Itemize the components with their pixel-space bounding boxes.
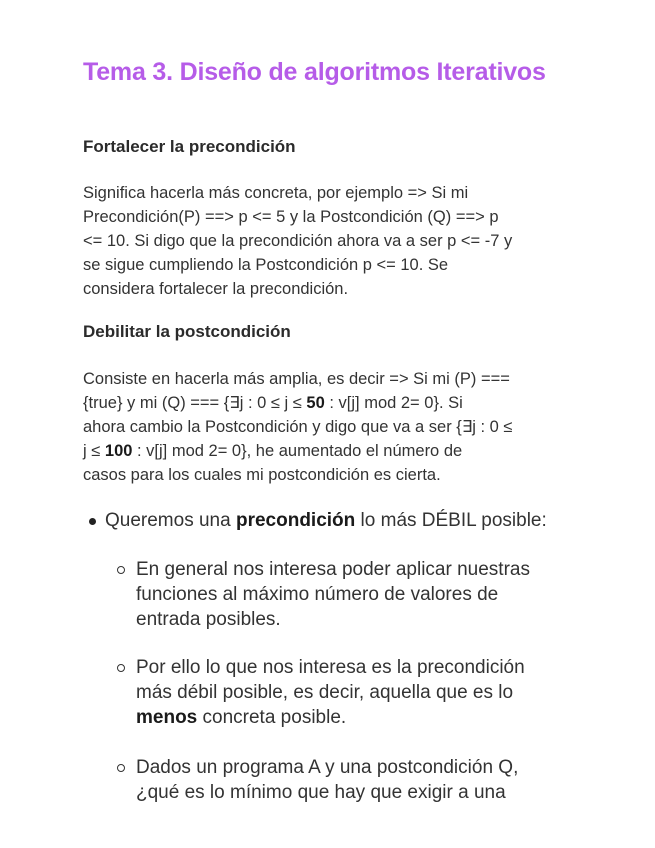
subitem-dados — [136, 755, 596, 805]
hollow-bullet-icon — [117, 764, 125, 772]
paragraph-line: ahora cambio la Postcondición y digo que va a ser {∃j : 0 ≤ — [83, 418, 513, 436]
section-paragraph-debilitar — [83, 367, 583, 487]
subitem-line — [136, 705, 596, 730]
text-run: Queremos una — [105, 510, 236, 531]
bold-run: 100 — [104, 442, 133, 460]
subitem-line: ¿qué es lo mínimo que hay que exigir a una — [136, 782, 506, 803]
paragraph-line: considera fortalecer la precondición. — [83, 280, 349, 298]
section-paragraph-fortalecer — [83, 181, 583, 301]
bullet-item-precondicion — [105, 508, 547, 534]
text-run: concreta posible. — [197, 707, 347, 728]
hollow-bullet-icon — [117, 664, 125, 672]
subitem-line: funciones al máximo número de valores de — [136, 584, 499, 605]
subitem-por-ello — [136, 655, 596, 730]
text-run: : v[j] mod 2= 0}, he aumentado el número de — [132, 442, 463, 460]
page-title: Tema 3. Diseño de algoritmos Iterativos — [83, 58, 546, 86]
paragraph-line: casos para los cuales mi postcondición es cierta. — [83, 466, 441, 484]
text-run: lo más DÉBIL posible: — [355, 510, 547, 531]
paragraph-line — [83, 391, 583, 415]
paragraph-line: se sigue cumpliendo la Postcondición p <= 10. Se — [83, 256, 449, 274]
section-heading-debilitar: Debilitar la postcondición — [83, 322, 291, 341]
section-heading-fortalecer: Fortalecer la precondición — [83, 137, 296, 156]
bold-run: 50 — [306, 394, 325, 412]
bold-run: precondición — [235, 510, 356, 531]
subitem-line: Dados un programa A y una postcondición Q, — [136, 757, 519, 778]
subitem-line: En general nos interesa poder aplicar nuestras — [136, 559, 530, 580]
subitem-line: más débil posible, es decir, aquella que es lo — [136, 682, 514, 703]
text-run: : v[j] mod 2= 0}. Si — [324, 394, 463, 412]
paragraph-line — [83, 439, 583, 463]
bullet-dot-icon — [89, 518, 96, 525]
subitem-line: Por ello lo que nos interesa es la precondición — [136, 657, 525, 678]
text-run: {true} y mi (Q) === {∃j : 0 ≤ j ≤ — [83, 394, 307, 412]
paragraph-line: <= 10. Si digo que la precondición ahora va a ser p <= -7 y — [83, 232, 513, 250]
bold-run: menos — [136, 707, 198, 728]
subitem-general — [136, 557, 596, 632]
subitem-line: entrada posibles. — [136, 609, 281, 630]
hollow-bullet-icon — [117, 566, 125, 574]
paragraph-line: Significa hacerla más concreta, por ejemplo => Si mi — [83, 184, 469, 202]
text-run: j ≤ — [83, 442, 105, 460]
paragraph-line: Precondición(P) ==> p <= 5 y la Postcondición (Q) ==> p — [83, 208, 499, 226]
paragraph-line: Consiste en hacerla más amplia, es decir => Si mi (P) === — [83, 370, 510, 388]
